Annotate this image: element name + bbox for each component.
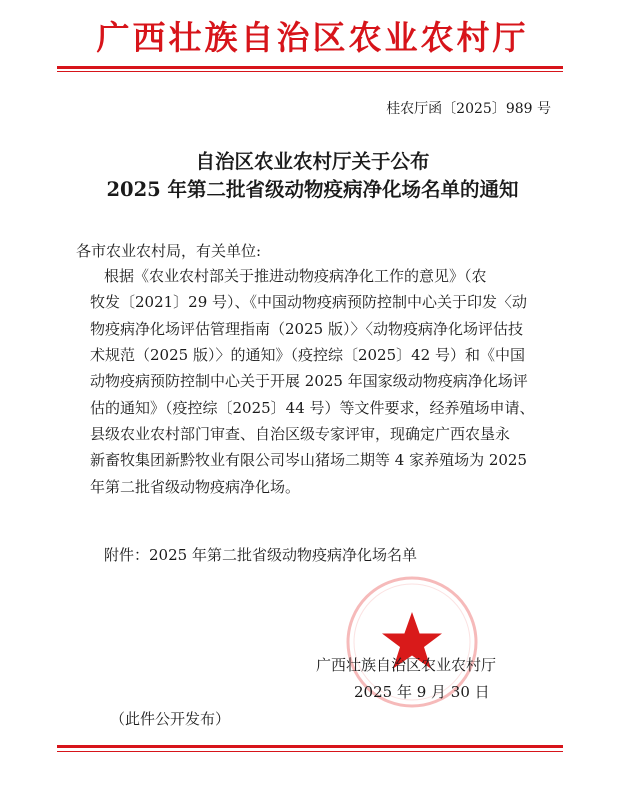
footer-rule-thick: [57, 745, 563, 748]
document-title-line1: 自治区农业农村厅关于公布: [195, 150, 430, 173]
release-note: （此件公开发布）: [110, 710, 231, 728]
body-line: 根据《农业农村部关于推进动物疫病净化工作的意见》（农: [104, 267, 487, 285]
document-title-line2: 2025 年第二批省级动物疫病净化场名单的通知: [106, 178, 519, 201]
document-number: 桂农厅函〔2025〕989 号: [386, 101, 551, 117]
body-line: 县级农业农村部门审查、自治区级专家评审，现确定广西农垦永: [90, 425, 511, 443]
attachment-line: 附件：2025 年第二批省级动物疫病净化场名单: [104, 546, 417, 564]
body-line: 物疫病净化场评估管理指南（2025 版）〉〈动物疫病净化场评估技: [90, 320, 523, 338]
issuer-name: 广西壮族自治区农业农村厅: [316, 656, 497, 674]
body-line: 术规范（2025 版）〉的通知》（疫控综〔2025〕42 号）和《中国: [90, 346, 525, 364]
body-line: 年第二批省级动物疫病净化场。: [90, 478, 301, 496]
letterhead-rule-thick: [57, 66, 563, 69]
body-line: 牧发〔2021〕29 号）、《中国动物疫病预防控制中心关于印发〈动: [90, 293, 528, 311]
issue-date: 2025 年 9 月 30 日: [354, 683, 490, 701]
body-line: 新畜牧集团新黔牧业有限公司岑山猪场二期等 4 家养殖场为 2025: [90, 451, 528, 469]
body-line: 动物疫病预防控制中心关于开展 2025 年国家级动物疫病净化场评: [90, 372, 528, 390]
letterhead-rule-thin: [57, 71, 563, 72]
salutation: 各市农业农村局，有关单位:: [76, 242, 262, 260]
footer-rule-thin: [57, 751, 563, 752]
letterhead-title: 广西壮族自治区农业农村厅: [96, 18, 529, 57]
body-line: 估的通知》（疫控综〔2025〕44 号）等文件要求，经养殖场申请、: [90, 399, 535, 417]
